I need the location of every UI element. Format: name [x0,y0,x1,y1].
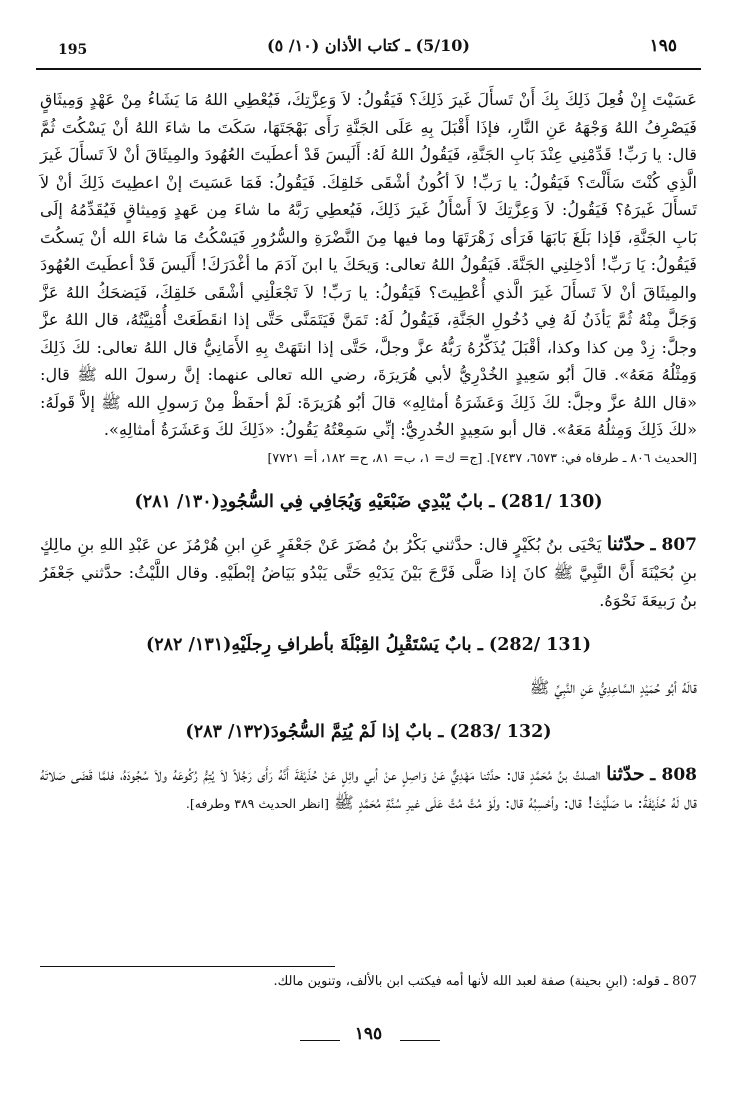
hadith-807 [40,531,697,615]
chapter-131-text: قالَهُ أبُو حُمَيْدٍ السَّاعِدِيُّ عَنِ النَّبِيِّ ﷺ [529,677,697,697]
chapter-heading-131: (131 /282) ـ بابٌ يَسْتَقْبِلُ القِبْلَةَ بأطرافِ رِجلَيْهِ(١٣١/ ٢٨٢) [145,635,592,655]
footer-rule-right [400,1040,440,1041]
footer-page-number: ١٩٥ [354,1024,383,1044]
hadith-807-text: يَحْيَى بنُ بُكَيْرٍ قال: حدَّثني بَكْرُ بنُ مُضَرَ عَنْ جَعْفَرٍ عَنِ ابنِ هُرْمُزَ عن عَبْدِ اللهِ بنِ مالِكٍ بنِ بُحَيْنَةَ أَنَّ النَّبِيَّ ﷺ كانَ إذا صَلَّى فَرَّجَ بَيْنَ يَدَيْهِ حَتَّى يَبْدُو بَيَاضُ إبْطَيْهِ. وقال اللَّيْثُ: حدَّثني جَعْفَرُ بنُ رَبيعَةَ نَحْوَهُ. [40,534,697,610]
hadith-807-haddathana: حدّثنا [606,532,646,555]
footnote-divider [40,966,335,967]
chapter-heading-132: (132 /283) ـ بابٌ إذا لَمْ يُتِمَّ السُّجُودَ(١٣٢/ ٢٨٣) [185,722,552,742]
page-number-arabic: ١٩٥ [649,36,677,56]
hadith-808 [40,761,697,818]
page-header [36,28,701,70]
running-title: (5/10) ـ كتاب الأذان (١٠/ ٥) [267,36,470,55]
main-text [40,86,697,818]
page-number-latin: 195 [58,42,88,58]
hadith-806-reference: [الحديث ٨٠٦ ـ طرفاه في: ٦٥٧٣، ٧٤٣٧]. [ج= ك= ١، ب= ٨١، ح= ١٨٢، أ= ٧٧٢١] [267,449,697,465]
hadith-807-number: 807 ـ [650,534,697,555]
hadith-808-reference: [انظر الحديث ٣٨٩ وطرفه]. [185,796,329,811]
hadith-808-number: 808 ـ [650,764,697,785]
footnote: 807 ـ قوله: (ابنِ بحينة) صفة لعبد الله لأنها أمه فيكتب ابن بالألف، وتنوين مالك. [273,974,697,989]
hadith-808-text: الصلتُ بنُ مُحَمَّدٍ قال: حدَّثنا مَهْدِيٌّ عَنْ وَاصِلٍ عنْ أبي وائِلٍ عَنْ حُذَيْفَةَ أَنَّهُ رَأَى رَجُلاً لاَ يُتِمُّ رُكُوعَهُ ولاَ سُجُودَهُ، فلمَّا قَضَى صَلاتَهُ قال لَهُ حُذَيْفَةُ: ما صَلَّيْتَ! قال: وأحْسِبُهُ قال: ولَوْ مُتَّ مُتَّ عَلَى غيرِ سُنَّةِ مُحَمَّدٍ ﷺ [40,764,697,812]
hadith-806-text: عَسَيْتَ إِنْ فُعِلَ ذَلِكَ بِكَ أَنْ تَسأَلَ غَيرَ ذَلِكَ؟ فَيَقُولُ: لاَ وَعِزَّتِكَ، فَيُعْطِي اللهُ مَا يَشَاءُ مِنْ عَهْدٍ وَمِيثَاقٍ فَيَصْرِفُ اللهُ وَجْهَهُ عَنِ النَّارِ، فإذَا أَقْبَلَ بِهِ عَلَى الجَنَّةِ رَأَى بَهْجَتَهَا، سَكَتَ ما شاءَ اللهُ أنْ يَسْكُتَ ثُمَّ قال: يا رَبِّ! قَدِّمْنِي عِنْدَ بَابِ الجَنَّةِ، فَيَقُولُ اللهُ لَهُ: أَلَيسَ قَدْ أعطَيتَ العُهُودَ والمِيثَاقَ أنْ لاَ تَسأَلَ غَيرَ الَّذِي كُنْتَ سَأَلْتَ؟ فَيَقُولُ: يا رَبِّ! لاَ أكُونُ أشْقَى خَلقِكَ. فَيَقُولُ: فَمَا عَسَيتَ إنْ اعطِيتَ ذَلِكَ أنْ لاَ تَسأَلَ غَيرَهُ؟ فَيَقُولُ: لاَ وَعِزَّتِكَ لاَ أَسْأَلُ غَيرَ ذَلِكَ، فَيُعطِي رَبَّهُ ما شاءَ مِن عَهدٍ وَمِيثاقٍ فَيُقَدِّمُهُ إلَى بَابِ الجَنَّةِ، فَإذا بَلَغَ بَابَهَا فَرَأى زَهْرَتَهَا وما فيها مِنَ النَّضْرَةِ والسُّرُورِ فَيَسْكُتُ مَا شاءَ الله أنْ يَسكُتَ فَيَقُولُ: يَا رَبِّ! أدْخِلنِي الجَنَّةَ. فَيَقُولُ اللهُ تعالى: وَيحَكَ يا ابنَ آدَمَ ما أغْدَرَكَ! أَلَيسَ قَدْ أعطَيتَ العُهُودَ والمِيثَاقَ أنْ لاَ تَسأَلَ غَيرَ الَّذي أُعْطِيتَ؟ فَيَقُولُ: يا رَبِّ! لاَ تَجْعَلْنِي أشْقَى خَلقِكَ، فَيَضحَكُ اللهُ عَزَّ وَجَلَّ مِنْهُ ثُمَّ يَأذَنُ لَهُ فِي دُخُولِ الجَنَّةِ، فَيَقُولُ لَهُ: تَمَنَّ فَيَتَمَنَّى حَتَّى إذا انقَطَعَتْ أُمْنِيَّتُهُ، قال اللهُ عزَّ وجلَّ: زِدْ مِن كذا وكذا، أقْبَلَ يُذَكِّرُهُ رَبُّهُ عزَّ وجلَّ، حَتَّى إذا انتَهَتْ بِهِ الأَمَانِيُّ قال اللهُ تعالى: لكَ ذَلِكَ وَمِثْلُهُ مَعَهُ». قالَ أبُو سَعِيدٍ الخُدْرِيُّ لأبي هُرَيرَةَ، رضي الله تعالى عنهما: إنَّ رسولَ الله ﷺ قال: «قال اللهُ عزَّ وجلَّ: لكَ ذَلِكَ وَعَشَرَةُ أمثالِهِ» قالَ أبُو هُرَيرَةَ: لَمْ أحفَظْ مِنْ رَسولِ الله ﷺ إلاَّ قَولَهُ: «لكَ ذَلِكَ وَمِثلُهُ مَعَهُ». قال أبو سَعِيدٍ الخُدرِيُّ: إنِّي سَمِعْتُهُ يَقُولُ: «ذَلِكَ لكَ وَعَشَرَةُ أمثالِهِ». [40,90,697,439]
chapter-heading-130: (130 /281) ـ بابٌ يُبْدِي ضَبْعَيْهِ وَيُجَافِي فِي السُّجُودِ(١٣٠/ ٢٨١) [134,492,603,512]
hadith-808-haddathana: حدّثنا [606,762,645,785]
